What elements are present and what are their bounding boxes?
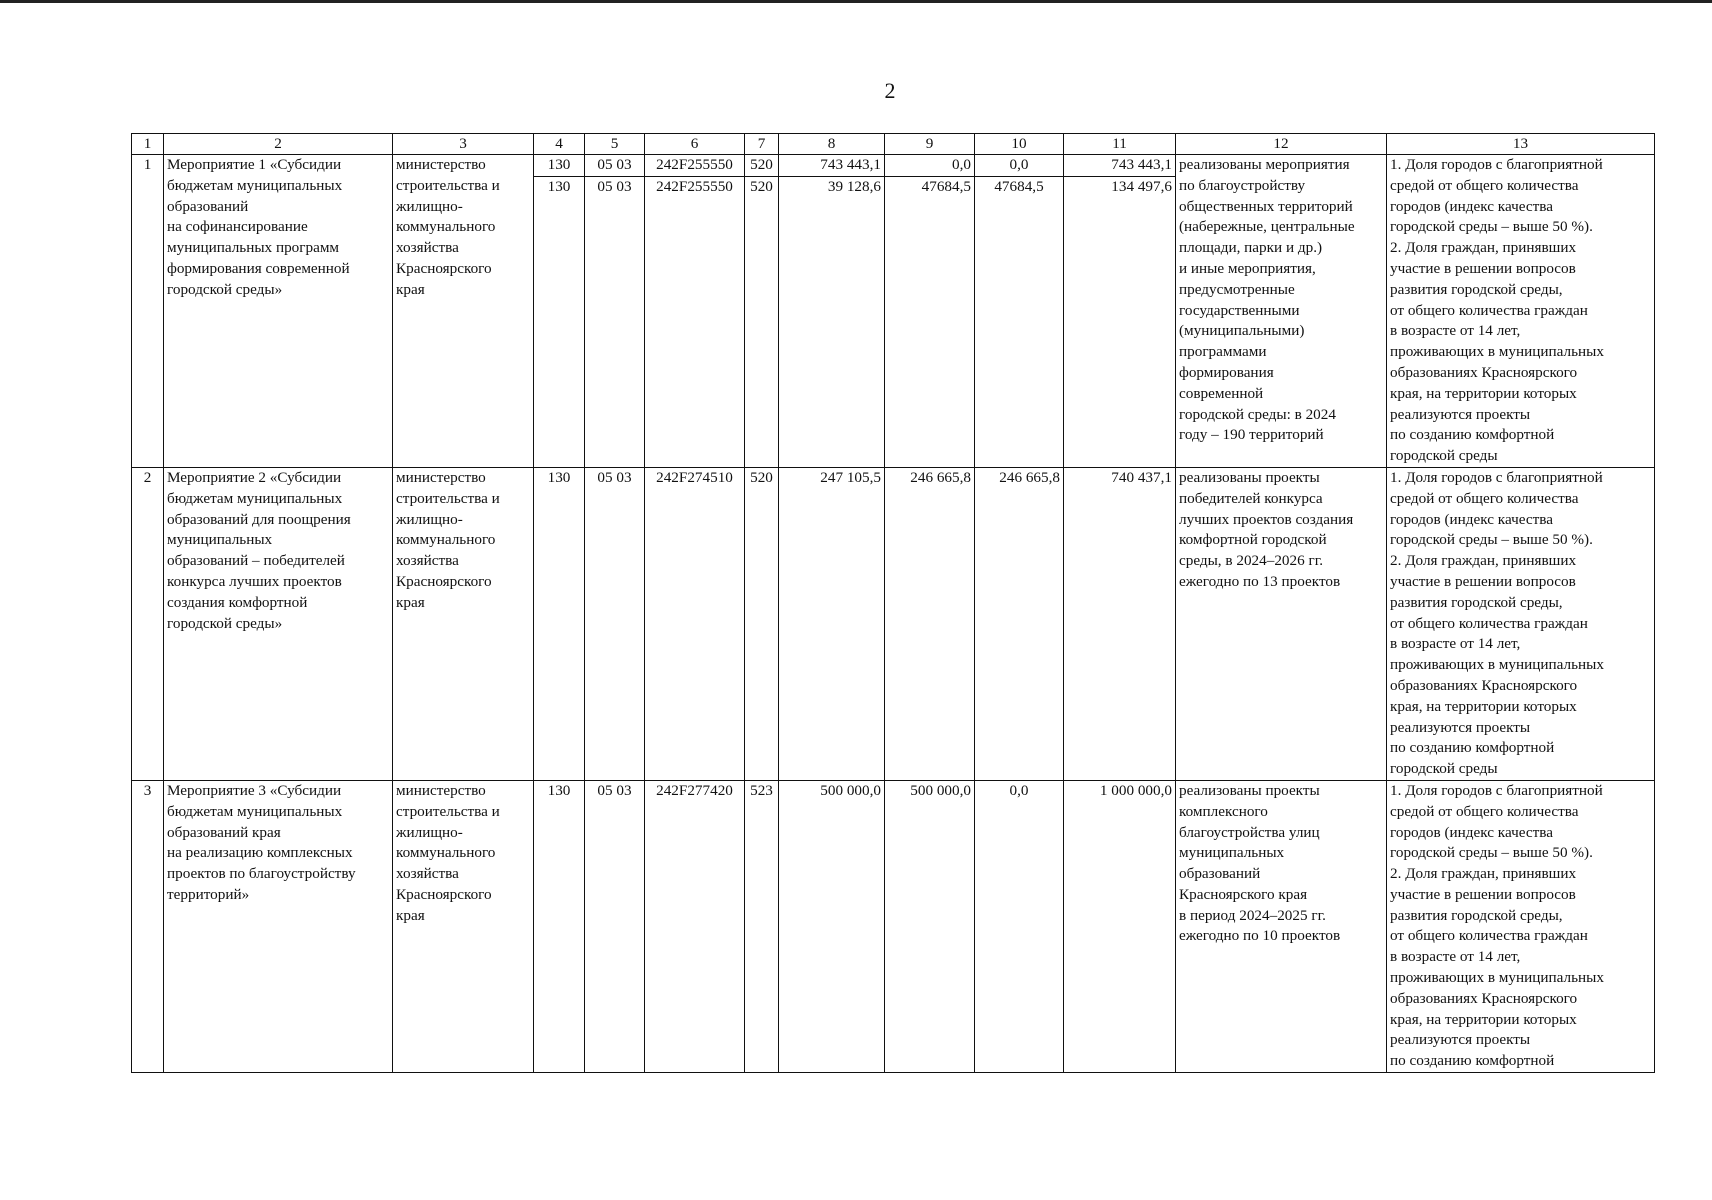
grbs-code: 130 [534,467,585,780]
program-table [131,133,1655,1073]
section-code: 05 03 [585,155,644,177]
col-header: 4 [534,134,585,155]
col-header: 13 [1387,134,1655,155]
grbs-code: 130 [534,780,585,1072]
target-article: 242F277420 [645,780,745,1072]
target-indicators: 1. Доля городов с благоприятной средой от общего количества городов (индекс качества городской среды – выше 50 %). 2. Доля граждан, принявших участие в решении вопросов развития городской среды, от общего количества граждан в возрасте от 14 лет, проживающих в муниципальных образованиях Красноярского края, на территории которых реализуются проекты по созданию комфортной городской среды [1387,467,1655,780]
target-article: 242F255550 [656,177,733,195]
amount-col9: 500 000,0 [885,780,975,1072]
amount-col8: 39 128,6 [827,177,881,195]
amount-total: 743 443,1 [1064,155,1175,177]
target-indicators: 1. Доля городов с благоприятной средой от общего количества городов (индекс качества городской среды – выше 50 %). 2. Доля граждан, принявших участие в решении вопросов развития городской среды, от общего количества граждан в возрасте от 14 лет, проживающих в муниципальных образованиях Красноярского края, на территории которых реализуются проекты по созданию комфортной городской среды [1387,155,1655,468]
amount-col9: 0,0 [885,155,974,177]
section-code: 05 03 [585,467,645,780]
col-header: 3 [393,134,534,155]
expense-type: 520 [745,467,779,780]
table-row [132,155,1655,468]
col-header: 2 [164,134,393,155]
grbs-code: 130 [547,177,571,195]
measure-name: Мероприятие 1 «Субсидии бюджетам муниципальных образований на софинансирование муниципальных программ формирования современной городской среды» [164,155,393,468]
target-indicators: 1. Доля городов с благоприятной средой от общего количества городов (индекс качества городской среды – выше 50 %). 2. Доля граждан, принявших участие в решении вопросов развития городской среды, от общего количества граждан в возрасте от 14 лет, проживающих в муниципальных образованиях Красноярского края, на территории которых реализуются проекты по созданию комфортной [1387,780,1655,1072]
col-header: 11 [1064,134,1176,155]
measure-name: Мероприятие 3 «Субсидии бюджетам муниципальных образований края на реализацию комплексных проектов по благоустройству территорий» [164,780,393,1072]
measure-name: Мероприятие 2 «Субсидии бюджетам муниципальных образований для поощрения муниципальных образований – победителей конкурса лучших проектов создания комфортной городской среды» [164,467,393,780]
section-code: 05 03 [597,177,632,195]
col-header: 12 [1176,134,1387,155]
table-row [132,780,1655,1072]
page-number: 2 [884,78,896,103]
scan-top-edge [0,0,1712,3]
col-header: 6 [645,134,745,155]
amount-col10: 0,0 [975,155,1063,177]
row-number: 1 [132,155,164,468]
target-article: 242F274510 [645,467,745,780]
amount-col8: 500 000,0 [779,780,885,1072]
amount-col8: 743 443,1 [779,155,884,177]
amount-total: 740 437,1 [1064,467,1176,780]
amount-col9: 47684,5 [921,177,971,195]
amount-total: 1 000 000,0 [1064,780,1176,1072]
amount-col10: 246 665,8 [975,467,1064,780]
responsible-ministry: министерство строительства и жилищно- коммунального хозяйства Красноярского края [393,155,534,468]
target-article: 242F255550 [645,155,744,177]
column-number-row [132,134,1655,155]
expected-result: реализованы проекты победителей конкурса лучших проектов создания комфортной городской среды, в 2024–2026 гг. ежегодно по 13 проектов [1176,467,1387,780]
row-number: 2 [132,467,164,780]
row-number: 3 [132,780,164,1072]
col-header: 9 [885,134,975,155]
expense-type: 523 [745,780,779,1072]
table-row [132,467,1655,780]
expected-result: реализованы мероприятия по благоустройству общественных территорий (набережные, центральные площади, парки и др.) и иные мероприятия, предусмотренные государственными (муниципальными) программами формирования современной городской среды: в 2024 году – 190 территорий [1176,155,1387,468]
col-header: 7 [745,134,779,155]
amount-col9: 246 665,8 [885,467,975,780]
expense-type: 520 [745,155,778,177]
amount-col8: 247 105,5 [779,467,885,780]
section-code: 05 03 [585,780,645,1072]
amount-total: 134 497,6 [1111,177,1172,195]
col-header: 1 [132,134,164,155]
responsible-ministry: министерство строительства и жилищно- коммунального хозяйства Красноярского края [393,780,534,1072]
expense-type: 520 [750,177,773,195]
grbs-code: 130 [534,155,584,177]
col-header: 8 [779,134,885,155]
expected-result: реализованы проекты комплексного благоустройства улиц муниципальных образований Красноярского края в период 2024–2025 гг. ежегодно по 10 проектов [1176,780,1387,1072]
amount-col10: 47684,5 [994,177,1044,195]
col-header: 5 [585,134,645,155]
col-header: 10 [975,134,1064,155]
responsible-ministry: министерство строительства и жилищно- коммунального хозяйства Красноярского края [393,467,534,780]
amount-col10: 0,0 [975,780,1064,1072]
